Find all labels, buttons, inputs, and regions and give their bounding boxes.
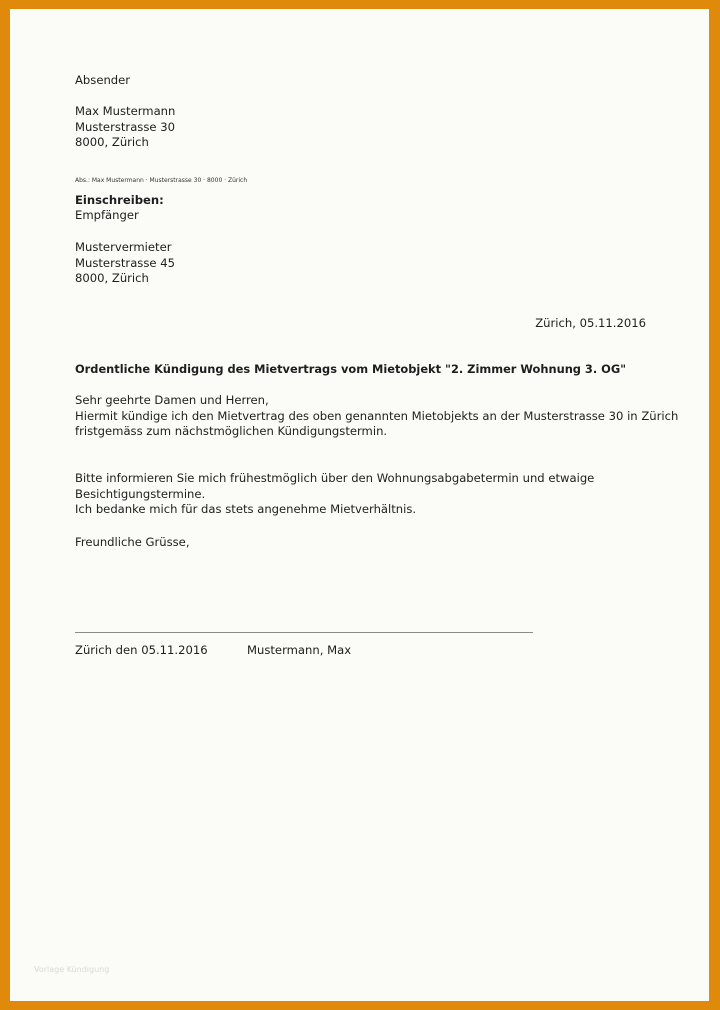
body-line: fristgemäss zum nächstmöglichen Kündigungstermin. xyxy=(75,424,388,439)
recipient-name: Mustervermieter xyxy=(75,240,172,254)
sender-name: Max Mustermann xyxy=(75,104,176,118)
closing-phrase: Freundliche Grüsse, xyxy=(75,535,190,549)
recipient-heading: Empfänger xyxy=(75,208,139,222)
letter-subject: Ordentliche Kündigung des Mietvertrags vom Mietobjekt "2. Zimmer Wohnung 3. OG" xyxy=(75,362,627,376)
body-line: Hiermit kündige ich den Mietvertrag des oben genannten Mietobjekts an der Musterstrasse 30 in Zürich xyxy=(75,408,679,423)
body-paragraph-1 xyxy=(75,393,678,440)
letter-date: Zürich, 05.11.2016 xyxy=(535,316,646,330)
body-line: Bitte informieren Sie mich frühestmöglich über den Wohnungsabgabetermin und etwaige xyxy=(75,471,595,485)
sender-city: 8000, Zürich xyxy=(75,135,149,150)
salutation: Sehr geehrte Damen und Herren, xyxy=(75,393,269,407)
registered-mail-label: Einschreiben: xyxy=(75,193,164,207)
sender-heading: Absender xyxy=(75,73,131,87)
letter-page xyxy=(10,9,709,1001)
return-address-line: Abs.: Max Mustermann · Musterstrasse 30 · 8000 · Zürich xyxy=(75,177,248,184)
sender-address xyxy=(75,104,175,151)
recipient-city: 8000, Zürich xyxy=(75,271,149,286)
recipient-address xyxy=(75,240,175,287)
body-paragraph-2 xyxy=(75,471,594,518)
body-line: Ich bedanke mich für das stets angenehme Mietverhältnis. xyxy=(75,502,417,517)
sender-street: Musterstrasse 30 xyxy=(75,119,175,134)
recipient-street: Musterstrasse 45 xyxy=(75,255,175,270)
signature-line xyxy=(75,632,533,633)
body-line: Besichtigungstermine. xyxy=(75,486,206,501)
signature-name: Mustermann, Max xyxy=(247,643,352,657)
signature-place-date: Zürich den 05.11.2016 xyxy=(75,643,208,657)
watermark-text: Vorlage Kündigung xyxy=(34,965,110,974)
